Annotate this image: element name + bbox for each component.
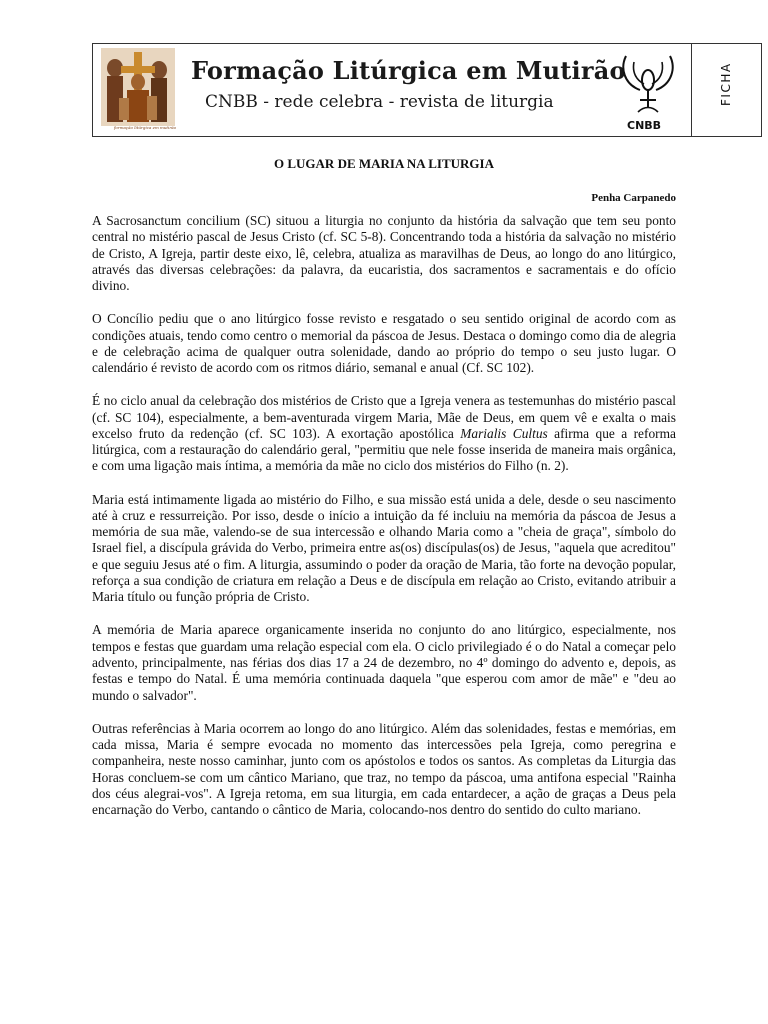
formacao-liturgica-logo <box>101 48 175 132</box>
paragraph: A memória de Maria aparece organicamente inserida no conjunto do ano litúrgico, especialmente, nos tempos e festas que guardam uma relação especial com ela. O ciclo privilegiado é o do Natal a começar pelo advento, principalmente, nas férias dos dias 17 a 24 de dezembro, no 4º domingo do advento e, depois, as festas e tempo do Natal. É uma memória continuada daquela "que esperou com amor de mãe" e "deu ao mundo o salvador". <box>92 622 676 703</box>
header-title: Formação Litúrgica em Mutirão <box>191 56 626 85</box>
ficha-label: FICHA <box>719 62 733 106</box>
paragraph-text: O Concílio pediu que o ano litúrgico fosse revisto e resgatado o seu sentido original de acordo com as condições atuais, tendo como centro o memorial da páscoa de Jesus. Destaca o domingo como dia de alegria e de celebração acima de qualquer outra solenidade, dando ao próprio do tempo o seu justo lugar. O calendário é revisto de acordo com os ritmos diário, semanal e anual (Cf. SC 102). <box>92 311 676 376</box>
logo-caption: formação litúrgica em mutirão <box>113 125 177 130</box>
paragraph: Outras referências à Maria ocorrem ao longo do ano litúrgico. Além das solenidades, festas e memórias, em cada missa, Maria é sempre evocada no momento das intercessões pela Igreja, como peregrina e companheira, neste nosso caminhar, junto com os apóstolos e todos os santos. As completas da Liturgia das Horas concluem-se com um cântico Mariano, que traz, no tempo da páscoa, uma antifona especial "Rainha dos céus alegrai-vos". A Igreja retoma, em sua liturgia, em cada entardecer, a ação de graças a Deus pela encarnação do Verbo, cantando o cântico de Maria, colocando-nos dentro do sentido do culto mariano. <box>92 720 676 818</box>
document-title: O LUGAR DE MARIA NA LITURGIA <box>274 156 494 171</box>
cnbb-label: CNBB <box>627 119 662 132</box>
ficha-column <box>691 44 761 136</box>
header-subtitle: CNBB - rede celebra - revista de liturgia <box>205 92 554 112</box>
document-body <box>92 213 676 835</box>
paragraph <box>92 393 676 474</box>
italic-title: Marialis Cultus <box>460 425 548 441</box>
paragraph-text: É no ciclo anual da celebração dos mistérios de Cristo que a Igreja venera as testemunhas do mistério pascal (cf. SC 104), especialmente, a bem-aventurada virgem Maria, Mãe de Deus, em quem vê e exalta o mais excelso fruto da redenção (cf. SC 103). A exortação apostólica <box>92 393 676 441</box>
paragraph-text: afirma que a reforma litúrgica, com a restauração do calendário geral, "permitiu que nele fosse inserida de maneira mais orgânica, e com uma ligação mais íntima, a memória da mãe no ciclo dos mistérios do Filho (n. 2). <box>92 425 676 474</box>
paragraph: A Sacrosanctum concilium (SC) situou a liturgia no conjunto da história da salvação que tem seu ponto central no mistério pascal de Jesus Cristo (cf. SC 5-8). Concentrando toda a história da salvação no mistério de Cristo, A Igreja, partir deste eixo, lê, celebra, atualiza as maravilhas de Deus, ao longo do ano litúrgico, através das diversas celebrações: da palavra, da eucaristia, dos sacramentos e sacramentais e do ofício divino. <box>92 213 676 294</box>
document-header <box>92 43 762 137</box>
author-name: Penha Carpanedo <box>591 192 676 204</box>
paragraph: Maria está intimamente ligada ao mistério do Filho, e sua missão está unida a dele, desde o seu nascimento até à cruz e ressurreição. Por isso, desde o início a intuição da fé incluiu na memória da páscoa de Jesus a memória de sua mãe, valendo-se de sua intercessão e olhando Maria como a "cheia de graça", símbolo do Israel fiel, a discípula grávida do Verbo, primeira entre as(os) discípulas(os) de Jesus, "aquela que acreditou" e que seguiu Jesus até o fim. A liturgia, assumindo o poder da oração de Maria, tão forte na devoção popular, reforça a sua condição de criatura em relação a Deus e de discípula em relação ao Cristo, evitando atribuir a Maria título ou função própria de Cristo. <box>92 491 676 605</box>
paragraph <box>92 311 676 376</box>
